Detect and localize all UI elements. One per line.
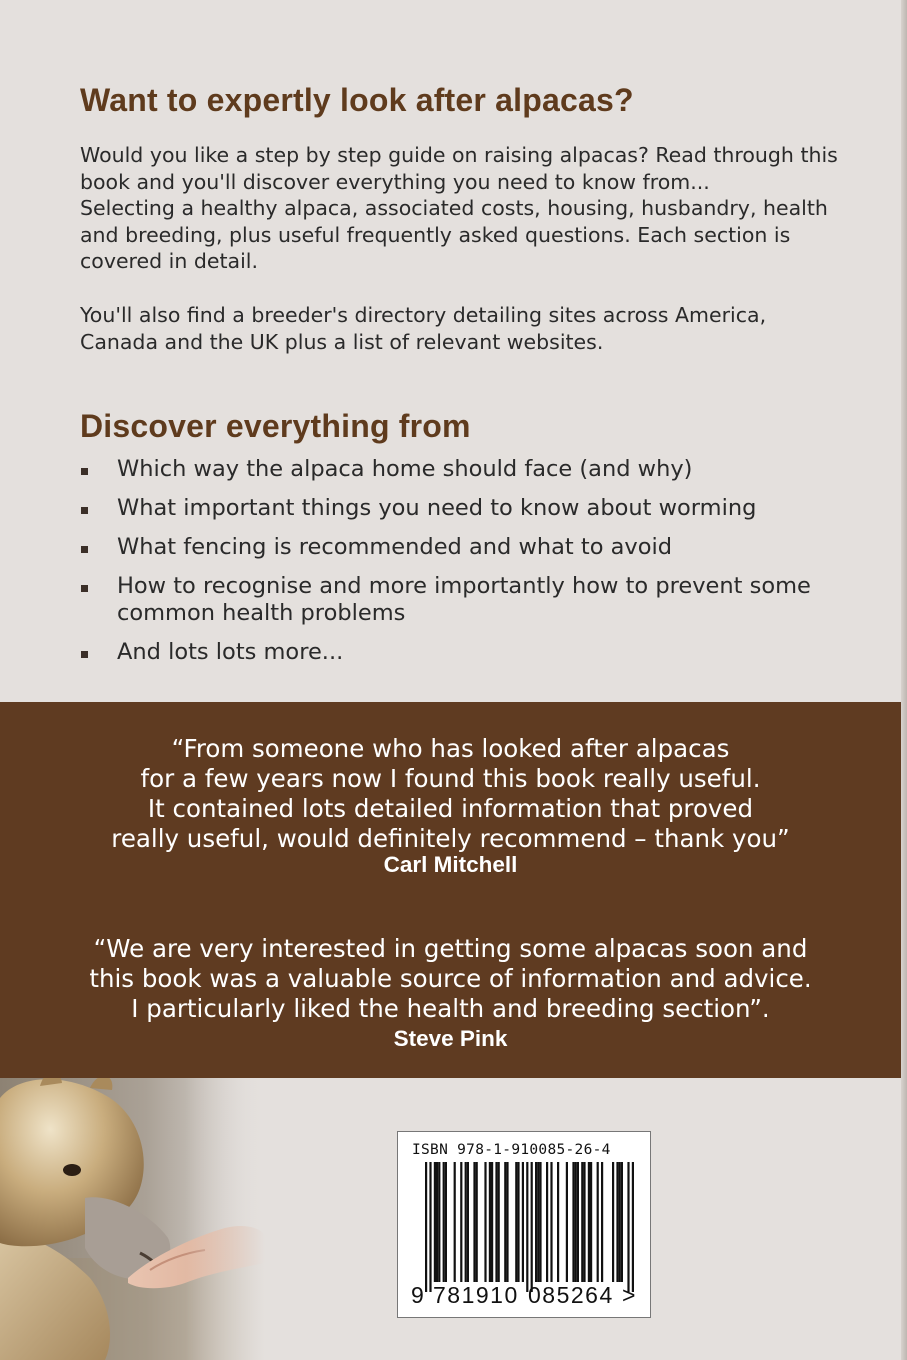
barcode-bar — [590, 1162, 592, 1282]
bullet-square-icon — [81, 546, 88, 553]
testimonial-band — [0, 702, 901, 1078]
barcode-bar — [489, 1162, 491, 1282]
feature-list — [80, 456, 840, 678]
barcode-bar — [572, 1162, 574, 1282]
barcode-bar — [504, 1162, 506, 1282]
bullet-square-icon — [81, 468, 88, 475]
barcode-bar — [515, 1162, 517, 1282]
barcode-bar — [566, 1162, 568, 1282]
barcode-bar — [539, 1162, 541, 1282]
testimonial-author: Carl Mitchell — [383, 852, 518, 877]
section-heading-discover: Discover everything from — [80, 408, 471, 444]
section-heading-expertly: Want to expertly look after alpacas? — [80, 82, 634, 118]
barcode-bar — [557, 1162, 559, 1282]
isbn-barcode — [397, 1131, 651, 1318]
list-item — [80, 639, 840, 666]
barcode-bar — [429, 1162, 431, 1292]
barcode-bar — [425, 1162, 427, 1292]
barcode-bar — [465, 1162, 467, 1282]
barcode-quiet-marker: > — [622, 1282, 636, 1308]
list-item-text: What important things you need to know about worming — [117, 495, 757, 521]
barcode-bar — [443, 1162, 445, 1282]
list-item — [80, 456, 840, 483]
barcode-bar — [476, 1162, 478, 1282]
barcode-bar — [619, 1162, 621, 1282]
alpaca-feeding-photo — [0, 1078, 265, 1360]
list-item-text: How to recognise and more importantly how to prevent some common health problems — [117, 573, 811, 626]
barcode-bar — [535, 1162, 537, 1282]
list-item-text: Which way the alpaca home should face (and why) — [117, 456, 693, 482]
testimonial-quote: “We are very interested in getting some alpacas soon and this book was a valuable source of information and advice. I particularly liked the health and breeding section”. — [89, 934, 812, 1023]
barcode-bar — [632, 1162, 634, 1292]
barcode-bar — [498, 1162, 500, 1282]
barcode-bar — [491, 1162, 493, 1282]
barcode-bar — [473, 1162, 475, 1282]
barcode-bar — [445, 1162, 447, 1282]
barcode-bar — [546, 1162, 548, 1282]
barcode-bar — [517, 1162, 519, 1282]
directory-paragraph: You'll also find a breeder's directory detailing sites across America, Canada and the UK plus a list of relevant websites. — [80, 303, 767, 354]
barcode-bar — [627, 1162, 629, 1292]
barcode-bar — [612, 1162, 614, 1282]
barcode-bar — [616, 1162, 618, 1282]
barcode-bar — [575, 1162, 577, 1282]
list-item-text: What fencing is recommended and what to avoid — [117, 534, 673, 560]
bullet-square-icon — [81, 507, 88, 514]
barcode-bar — [438, 1162, 440, 1282]
barcode-bar — [583, 1162, 585, 1282]
barcode-bar — [531, 1162, 533, 1292]
testimonial-quote: “From someone who has looked after alpacas for a few years now I found this book really useful. It contained lots detailed information that proved really useful, would definitely recommend – thank you” — [111, 734, 790, 853]
barcode-lead-digit: 9 — [411, 1282, 424, 1308]
testimonial-author: Steve Pink — [393, 1026, 508, 1051]
barcode-bar — [621, 1162, 623, 1282]
barcode-bar — [581, 1162, 583, 1282]
barcode-bar — [550, 1162, 552, 1282]
barcode-left-digits: 781910 — [433, 1282, 519, 1308]
isbn-label: ISBN 978-1-910085-26-4 — [412, 1142, 611, 1158]
barcode-bar — [577, 1162, 579, 1282]
barcode-bar — [526, 1162, 528, 1292]
bullet-square-icon — [81, 585, 88, 592]
barcode-right-digits: 085264 — [528, 1282, 614, 1308]
barcode-bar — [495, 1162, 497, 1282]
barcode-bar — [522, 1162, 524, 1282]
barcode-bar — [588, 1162, 590, 1282]
list-item — [80, 534, 840, 561]
barcode-bar — [436, 1162, 438, 1282]
barcode-bar — [484, 1162, 486, 1282]
cover-edge-shadow — [901, 0, 907, 1360]
list-item-text: And lots lots more... — [117, 638, 344, 665]
barcode-bar — [597, 1162, 599, 1282]
bullet-square-icon — [81, 651, 88, 658]
barcode-bar — [506, 1162, 508, 1282]
list-item — [80, 495, 840, 522]
barcode-bar — [537, 1162, 539, 1282]
barcode-bar — [601, 1162, 603, 1282]
barcode-bar — [467, 1162, 469, 1282]
list-item — [80, 573, 840, 626]
barcode-bar — [434, 1162, 436, 1282]
barcode-bar — [460, 1162, 462, 1282]
barcode-bar — [454, 1162, 456, 1282]
intro-paragraph: Would you like a step by step guide on raising alpacas? Read through this book and you'll discover everything you need to know from... Selecting a healthy alpaca, associated costs, housing, husbandry, health and breeding, plus useful frequently asked questions. Each section is covered in detail. — [80, 143, 838, 273]
